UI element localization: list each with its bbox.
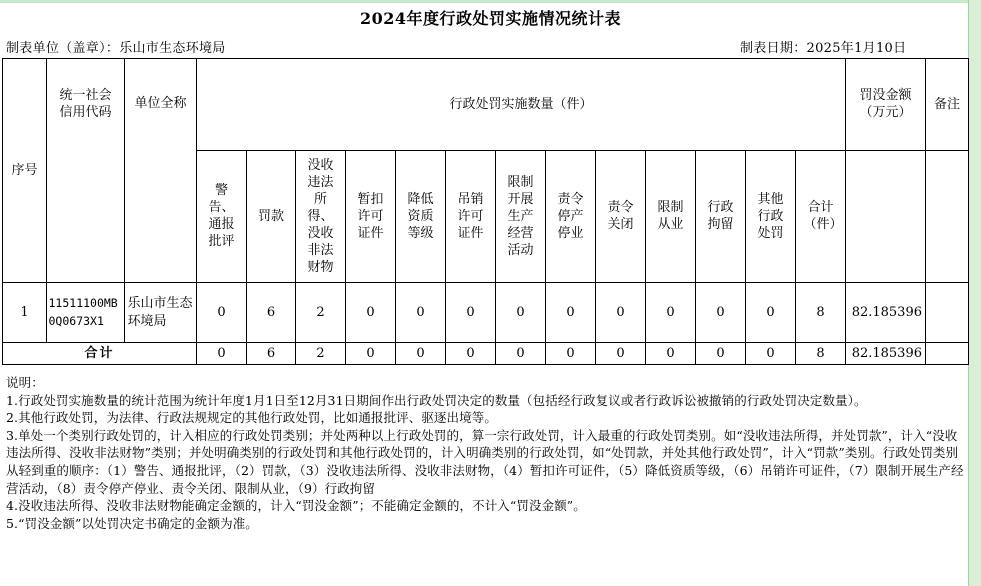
header-unit-name: 单位全称 <box>125 59 197 283</box>
header-cat-warning: 警告、通报批评 <box>197 151 247 283</box>
cell-count: 6 <box>247 283 296 343</box>
header-cat-suspend-license: 暂扣许可证件 <box>346 151 396 283</box>
cell-count-total: 8 <box>796 283 846 343</box>
cell-count: 0 <box>197 283 247 343</box>
cell-seq: 1 <box>3 283 47 343</box>
total-count: 0 <box>396 343 446 365</box>
total-count: 0 <box>546 343 596 365</box>
total-count: 0 <box>596 343 646 365</box>
cell-remark <box>926 283 969 343</box>
header-seq: 序号 <box>3 59 47 283</box>
cell-count: 0 <box>446 283 496 343</box>
header-cat-order-closure: 责令关闭 <box>596 151 646 283</box>
header-penalty-count-group: 行政处罚实施数量（件） <box>197 59 846 151</box>
total-remark <box>926 343 969 365</box>
cell-count: 2 <box>296 283 346 343</box>
header-remark-blank <box>926 151 969 283</box>
cell-count: 0 <box>496 283 546 343</box>
header-cat-other: 其他行政处罚 <box>746 151 796 283</box>
note-item-5: 5.“罚没金额”以处罚决定书确定的金额为准。 <box>6 515 258 531</box>
cell-count: 0 <box>646 283 696 343</box>
header-cat-revoke-license: 吊销许可证件 <box>446 151 496 283</box>
cell-count: 0 <box>346 283 396 343</box>
note-item-1: 1.行政处罚实施数量的统计范围为统计年度1月1日至12月31日期间作出行政处罚决定的数量（包括经行政复议或者行政诉讼被撤销的行政处罚决定数量）。 <box>6 392 867 408</box>
total-count: 0 <box>696 343 746 365</box>
total-row <box>3 343 969 365</box>
table-row <box>3 283 969 343</box>
cell-unit-name: 乐山市生态环境局 <box>125 283 197 343</box>
total-count: 0 <box>197 343 247 365</box>
note-item-2: 2.其他行政处罚，为法律、行政法规规定的其他行政处罚，比如通报批评、驱逐出境等。 <box>6 410 497 426</box>
cell-count: 0 <box>546 283 596 343</box>
total-count: 0 <box>496 343 546 365</box>
page-title: 2024年度行政处罚实施情况统计表 <box>359 9 622 28</box>
cell-count: 0 <box>396 283 446 343</box>
cell-count: 0 <box>746 283 796 343</box>
note-item-4: 4.没收违法所得、没收非法财物能确定金额的，计入“罚没金额”；不能确定金额的，不计入“罚没金额”。 <box>6 498 586 514</box>
header-cat-subtotal: 合计（件） <box>796 151 846 283</box>
header-cat-confiscation: 没收违法所得、没收非法财物 <box>296 151 346 283</box>
preparation-date: 制表日期：2025年1月10日 <box>740 41 907 56</box>
total-count: 0 <box>446 343 496 365</box>
cell-count: 0 <box>596 283 646 343</box>
top-border-strip <box>0 0 981 3</box>
header-cat-restrict-operation: 限制开展生产经营活动 <box>496 151 546 283</box>
cell-credit-code: 11511100MB0Q0673X1 <box>47 283 125 343</box>
header-row-1 <box>3 59 969 151</box>
statistics-table <box>2 58 969 365</box>
preparing-unit: 制表单位（盖章）：乐山市生态环境局 <box>6 41 226 56</box>
notes-section <box>6 374 968 532</box>
note-item-3: 3.单处一个类别行政处罚的，计入相应的行政处罚类别；并处两种以上行政处罚的，算一宗行政处罚，计入最重的行政处罚类别。如“没收违法所得，并处罚款”，计入“没收违法所得、没收非法财物”类别；并处明确类别的行政处罚和其他行政处罚的，计入明确类别的行政处罚，如“处罚款，并处其他行政处罚”，计入“罚款”类别。行政处罚类别从轻到重的顺序：（1）警告、通报批评，（2）罚款，（3）没收违法所得、没收非法财物，（4）暂扣许可证件，（5）降低资质等级，（6）吊销许可证件，（7）限制开展生产经营活动，（8）责令停产停业、责令关闭、限制从业，（9）行政拘留 <box>6 427 964 496</box>
header-cat-detention: 行政拘留 <box>696 151 746 283</box>
cell-amount: 82.185396 <box>846 283 926 343</box>
total-count: 0 <box>646 343 696 365</box>
header-amount-blank <box>846 151 926 283</box>
total-count: 0 <box>746 343 796 365</box>
header-cat-fine: 罚款 <box>247 151 296 283</box>
header-cat-lower-qualification: 降低资质等级 <box>396 151 446 283</box>
sheet-edge-strip <box>968 0 981 586</box>
cell-count: 0 <box>696 283 746 343</box>
header-credit-code: 统一社会信用代码 <box>47 59 125 283</box>
total-amount: 82.185396 <box>846 343 926 365</box>
total-count: 2 <box>296 343 346 365</box>
header-cat-restrict-practice: 限制从业 <box>646 151 696 283</box>
header-remark: 备注 <box>926 59 969 151</box>
header-cat-suspend-production: 责令停产停业 <box>546 151 596 283</box>
total-count: 6 <box>247 343 296 365</box>
total-count-grand: 8 <box>796 343 846 365</box>
header-amount: 罚没金额（万元） <box>846 59 926 151</box>
total-label: 合计 <box>3 343 197 365</box>
total-count: 0 <box>346 343 396 365</box>
notes-heading: 说明： <box>6 375 44 390</box>
